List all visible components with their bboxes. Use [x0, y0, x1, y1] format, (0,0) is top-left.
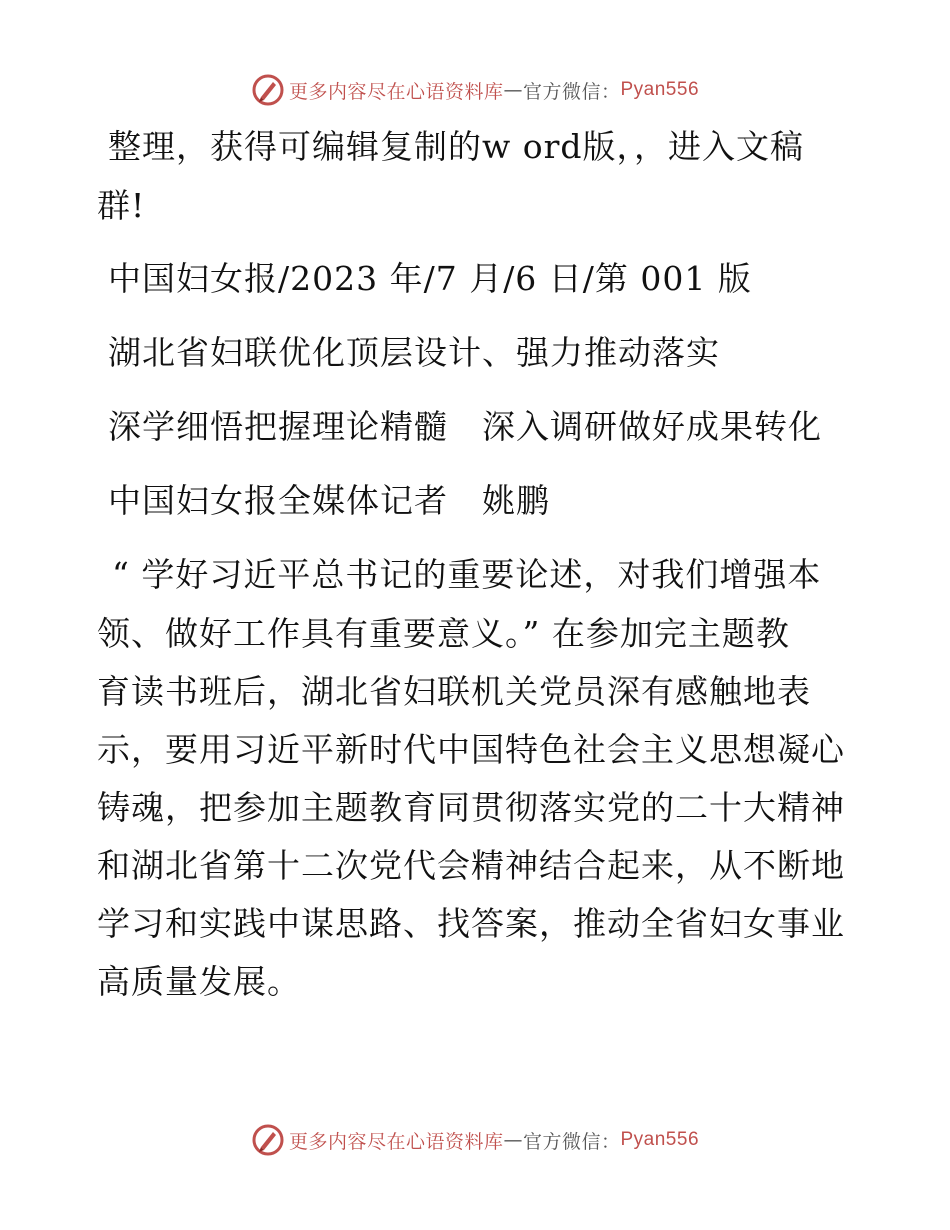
watermark-dash: — [503, 1129, 523, 1151]
pen-circle-logo-icon [251, 1123, 285, 1157]
watermark-dash: — [503, 79, 523, 101]
pen-circle-logo-icon [251, 73, 285, 107]
header-watermark [0, 70, 950, 110]
body-paragraph-line: “ 学好习近平总书记的重要论述，对我们增强本 [112, 555, 822, 594]
body-paragraph-line: 学习和实践中谋思路、找答案，推动全省妇女事业 [97, 904, 845, 943]
watermark-promo-text: 更多内容尽在心语资料库 [288, 1130, 504, 1153]
body-paragraph-line: 领、做好工作具有重要意义。” 在参加完主题教 [97, 614, 790, 653]
body-paragraph-line: 育读书班后，湖北省妇联机关党员深有感触地表 [97, 672, 811, 711]
body-paragraph-line: 和湖北省第十二次党代会精神结合起来，从不断地 [97, 846, 845, 885]
body-paragraph-line: 铸魂，把参加主题教育同贯彻落实党的二十大精神 [97, 788, 845, 827]
watermark-wechat-label: 官方微信： [522, 80, 621, 103]
body-paragraph-line: 高质量发展。 [97, 962, 301, 1001]
watermark-wechat-label: 官方微信： [522, 1130, 621, 1153]
watermark-wechat-handle: Pyan556 [620, 79, 700, 100]
intro-line: 整理，获得可编辑复制的w ord版，，进入文稿 [108, 127, 805, 166]
headline-secondary: 深学细悟把握理论精髓 深入调研做好成果转化 [108, 407, 822, 446]
footer-watermark [0, 1120, 950, 1160]
byline: 中国妇女报全媒体记者 姚鹏 [108, 481, 550, 520]
watermark-promo-text: 更多内容尽在心语资料库 [288, 80, 504, 103]
watermark-wechat-handle: Pyan556 [620, 1129, 700, 1150]
source-line: 中国妇女报/2023 年/7 月/6 日/第 001 版 [108, 259, 752, 298]
headline-primary: 湖北省妇联优化顶层设计、强力推动落实 [108, 333, 720, 372]
intro-line: 群! [97, 186, 146, 225]
body-paragraph-line: 示，要用习近平新时代中国特色社会主义思想凝心 [97, 730, 845, 769]
